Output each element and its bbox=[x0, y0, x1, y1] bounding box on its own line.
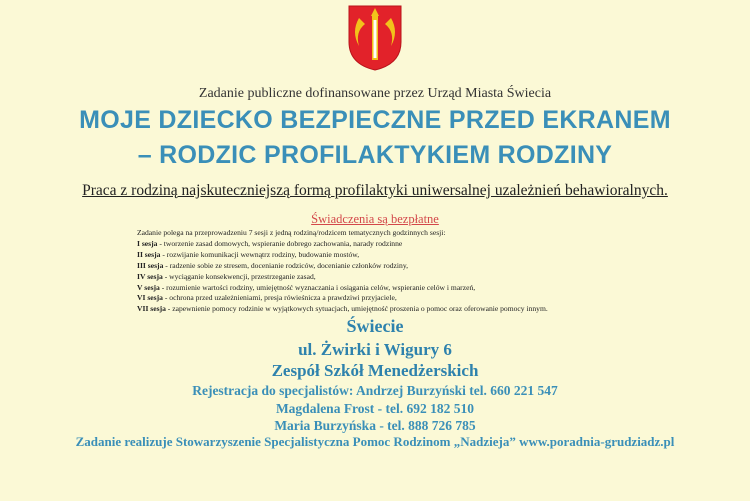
session-text: - radzenie sobie ze stresem, docenianie rodziców, docenianie członków rodziny, bbox=[163, 260, 409, 270]
session-text: - tworzenie zasad domowych, wspieranie dobrego zachowania, narady rodzinne bbox=[157, 238, 403, 248]
subtitle: Praca z rodziną najskuteczniejszą formą profilaktyki uniwersalnej uzależnień behawioralnych. bbox=[82, 182, 668, 199]
contact-line-2: Magdalena Frost - tel. 692 182 510 bbox=[275, 401, 475, 416]
session-text: - rozumienie wartości rodziny, umiejętność wyznaczania i osiągania celów, wspieranie celów i marzeń, bbox=[159, 282, 476, 292]
session-line bbox=[137, 272, 737, 283]
session-label: VI sesja bbox=[137, 293, 163, 303]
venue-name: Zespół Szkół Menedżerskich bbox=[271, 361, 479, 380]
session-line bbox=[137, 293, 737, 304]
session-line bbox=[137, 250, 737, 261]
session-label: V sesja bbox=[137, 282, 160, 292]
title-line-2: – RODZIC PROFILAKTYKIEM RODZINY bbox=[137, 141, 613, 169]
intro-text: Zadanie polega na przeprowadzeniu 7 sesji z jedną rodziną/rodzicem tematycznych godzinnych sesji: bbox=[137, 228, 446, 237]
footer-organizer: Zadanie realizuje Stowarzyszenie Specjalistyczna Pomoc Rodzinom „Nadzieja” www.poradnia-grudziadz.pl bbox=[75, 434, 675, 449]
session-text: - ochrona przed uzależnieniami, presja rówieśnicza a prawdziwi przyjaciele, bbox=[162, 293, 397, 303]
session-text: - wyciąganie konsekwencji, przestrzeganie zasad, bbox=[162, 271, 316, 281]
session-line bbox=[137, 261, 737, 272]
session-description bbox=[137, 228, 737, 315]
sponsor-line: Zadanie publiczne dofinansowane przez Urząd Miasta Świecia bbox=[198, 86, 552, 101]
session-line bbox=[137, 283, 737, 294]
session-label: III sesja bbox=[137, 260, 164, 270]
session-label: IV sesja bbox=[137, 271, 163, 281]
session-line bbox=[137, 239, 737, 250]
session-label: I sesja bbox=[137, 238, 158, 248]
session-label: II sesja bbox=[137, 249, 161, 259]
contact-line-3: Maria Burzyńska - tel. 888 726 785 bbox=[274, 418, 476, 433]
session-text: - zapewnienie pomocy rodzinie w wyjątkowych sytuacjach, umiejętność proszenia o pomoc oraz oferowanie pomocy innym. bbox=[165, 304, 548, 314]
session-text: - rozwijanie komunikacji wewnątrz rodziny, budowanie mostów, bbox=[160, 249, 360, 259]
street-address: ul. Żwirki i Wigury 6 bbox=[298, 340, 452, 359]
session-label: VII sesja bbox=[137, 304, 166, 314]
registration-contact: Rejestracja do specjalistów: Andrzej Burzyński tel. 660 221 547 bbox=[192, 383, 558, 398]
city-name: Świecie bbox=[346, 316, 404, 336]
coat-of-arms-icon bbox=[345, 4, 405, 72]
session-line bbox=[137, 304, 737, 315]
title-line-1: MOJE DZIECKO BEZPIECZNE PRZED EKRANEM bbox=[79, 106, 671, 134]
free-notice: Świadczenia są bezpłatne bbox=[311, 212, 439, 226]
